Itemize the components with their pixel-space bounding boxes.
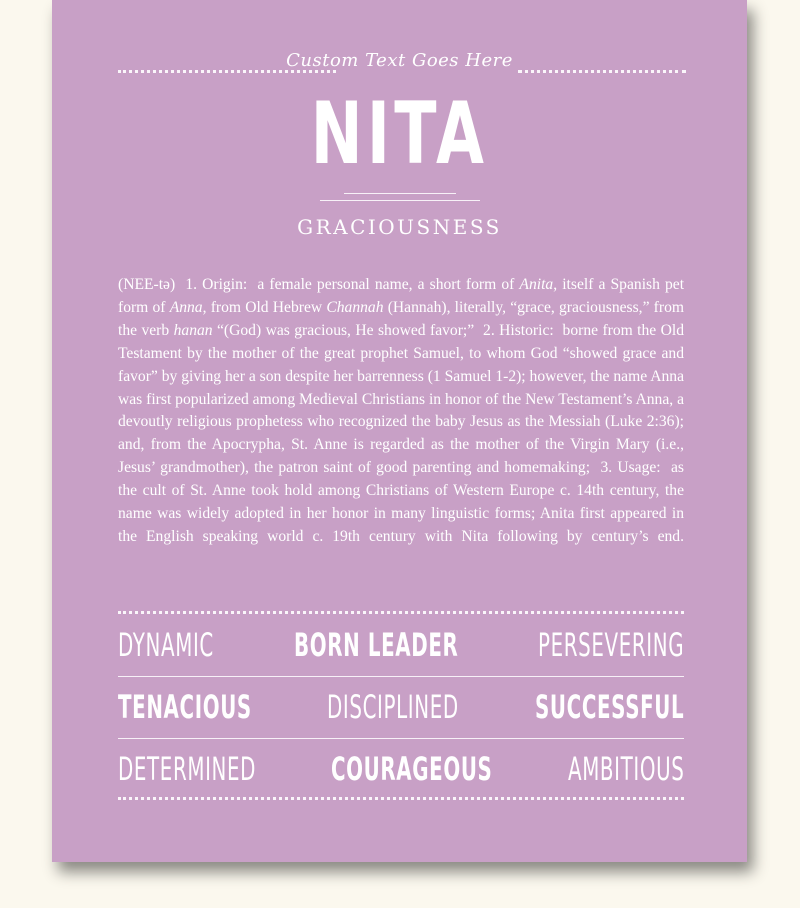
poster-name-title: NITA: [310, 84, 489, 184]
historic-text: borne from the Old Testament by the mother of the great prophet Samuel, to whom God “showed grace and favor” by giving her a son despite her barrenness (1 Samuel 1-2); however, the name Anna was first popularized among Medieval Christians in honor of the New Testament’s Anna, a devoutly religious prophetess who recognized the baby Jesus as the Messiah (Luke 2:36); and, from the Apocrypha, St. Anne is regarded as the mother of the Virgin Mary (i.e., Jesus’ grandmother), the patron saint of good parenting and homemaking;: [118, 321, 685, 477]
trait-word-bold: TENACIOUS: [118, 688, 252, 726]
name-description: [118, 274, 684, 549]
traits-bottom-dotted-divider: [118, 797, 684, 800]
name-poster: [52, 0, 747, 862]
name-underline-top: [344, 193, 456, 194]
trait-word-bold: BORN LEADER: [293, 626, 459, 664]
traits-row-1: [118, 620, 684, 670]
trait-word: AMBITIOUS: [567, 750, 684, 788]
traits-divider-2: [118, 738, 684, 739]
trait-word: DISCIPLINED: [327, 688, 460, 726]
origin-italic-term: Anna: [169, 298, 203, 316]
origin-text: , itself a Spanish pet form of: [118, 276, 685, 316]
origin-italic-term: Anita: [519, 276, 554, 293]
name-meaning: GRACIOUSNESS: [297, 215, 502, 239]
trait-word-bold: COURAGEOUS: [331, 750, 493, 788]
traits-top-dotted-divider: [118, 611, 684, 614]
origin-text: (Hannah), literally, “grace, graciousness,” from the verb: [118, 298, 684, 339]
historic-label: 2. Historic:: [483, 321, 554, 339]
trait-word: DETERMINED: [118, 750, 257, 788]
origin-text: , from Old Hebrew: [202, 298, 323, 316]
origin-label: 1. Origin:: [185, 276, 248, 293]
name-underline-bottom: [320, 200, 480, 201]
traits-divider-1: [118, 676, 684, 677]
origin-italic-term: Channah: [326, 298, 384, 316]
origin-text: “(God) was gracious, He showed favor;”: [217, 321, 475, 339]
trait-word-bold: SUCCESSFUL: [534, 688, 685, 726]
origin-italic-term: hanan: [173, 321, 213, 339]
traits-row-2: [118, 682, 684, 732]
pronunciation: (NEE-tə): [118, 276, 176, 293]
origin-text: a female personal name, a short form of: [257, 276, 515, 293]
custom-text: Custom Text Goes Here: [286, 50, 513, 71]
traits-row-3: [118, 744, 684, 794]
trait-word: PERSEVERING: [537, 626, 685, 664]
trait-word: DYNAMIC: [118, 626, 214, 664]
usage-label: 3. Usage:: [600, 459, 661, 477]
usage-text: as the cult of St. Anne took hold among Christians of Western Europe c. 14th century, the name was widely adopted in her honor in many linguistic forms; Anita first appeared in the English speaking world c. 19th century with Nita following by century’s end.: [118, 459, 684, 545]
